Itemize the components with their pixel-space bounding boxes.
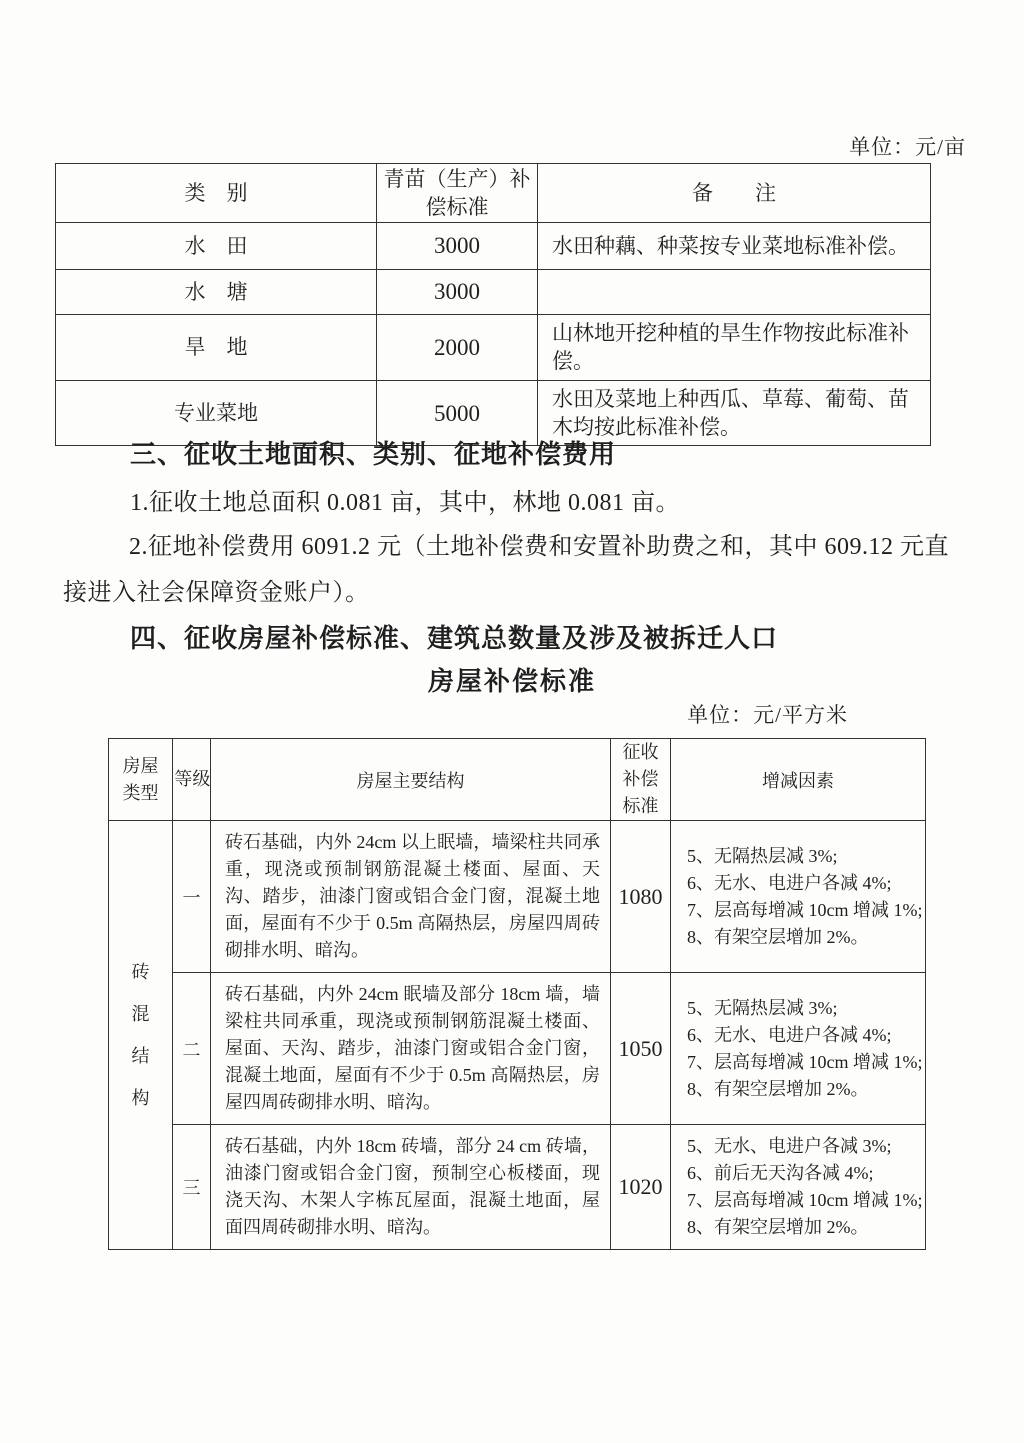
housing-table-header-row xyxy=(109,739,926,821)
crop-standard: 3000 xyxy=(377,223,538,270)
housing-grade: 一 xyxy=(173,821,211,973)
crop-note: 水田及菜地上种西瓜、草莓、葡萄、苗木均按此标准补偿。 xyxy=(538,380,931,446)
housing-type-cell: 砖混结构 xyxy=(109,821,173,1250)
crop-category: 旱 地 xyxy=(56,315,377,381)
housing-structure: 砖石基础，内外 18cm 砖墙，部分 24 cm 砖墙，油漆门窗或铝合金门窗，预制空心板楼面，现浇天沟、木架人字栋瓦屋面，混凝土地面，屋面四周砖砌排水明、暗沟。 xyxy=(211,1125,611,1250)
housing-standard: 1050 xyxy=(611,973,671,1125)
factor-line: 8、有架空层增加 2%。 xyxy=(687,1217,869,1237)
housing-grade: 二 xyxy=(173,973,211,1125)
housing-factors xyxy=(671,973,926,1125)
crop-category: 水 田 xyxy=(56,223,377,270)
section4-heading: 四、征收房屋补偿标准、建筑总数量及涉及被拆迁人口 xyxy=(130,624,779,653)
factor-line: 6、无水、电进户各减 4%; xyxy=(687,1024,892,1045)
crop-note: 山林地开挖种植的旱生作物按此标准补偿。 xyxy=(538,315,931,381)
housing-factors xyxy=(671,1125,926,1250)
factor-line: 7、层高每增减 10cm 增减 1%; xyxy=(687,1190,923,1210)
housing-header-type: 房屋类型 xyxy=(109,739,173,821)
housing-structure: 砖石基础，内外 24cm 以上眠墙，墙梁柱共同承重，现浇或预制钢筋混凝土楼面、屋面、天沟、踏步，油漆门窗或铝合金门窗，混凝土地面，屋面有不少于 0.5m 高隔热层，房屋四周砖砌排水明、暗沟。 xyxy=(211,821,611,973)
factor-line: 5、无水、电进户各减 3%; xyxy=(687,1136,892,1156)
housing-header-standard: 征收补偿标准 xyxy=(611,739,671,821)
factor-line: 5、无隔热层减 3%; xyxy=(687,997,838,1018)
table-row xyxy=(109,1125,926,1250)
housing-structure: 砖石基础，内外 24cm 眠墙及部分 18cm 墙，墙梁柱共同承重，现浇或预制钢筋混凝土楼面、屋面、天沟、踏步，油漆门窗或铝合金门窗，混凝土地面，屋面有不少于 0.5m 高隔热层，房屋四周砖砌排水明、暗沟。 xyxy=(211,973,611,1125)
crop-category: 水 塘 xyxy=(56,270,377,315)
table-row xyxy=(109,821,926,973)
housing-header-structure: 房屋主要结构 xyxy=(211,739,611,821)
housing-standard: 1080 xyxy=(611,821,671,973)
housing-compensation-table xyxy=(108,738,926,1250)
housing-factors xyxy=(671,821,926,973)
factor-line: 6、前后无天沟各减 4%; xyxy=(687,1163,874,1183)
housing-header-factors: 增减因素 xyxy=(671,739,926,821)
crop-category: 专业菜地 xyxy=(56,380,377,446)
factor-line: 8、有架空层增加 2%。 xyxy=(687,926,869,947)
crop-standard: 2000 xyxy=(377,315,538,381)
table-row xyxy=(109,973,926,1125)
factor-line: 5、无隔热层减 3%; xyxy=(687,845,838,866)
housing-standard: 1020 xyxy=(611,1125,671,1250)
housing-header-grade: 等级 xyxy=(173,739,211,821)
table-row xyxy=(56,315,931,381)
factor-line: 7、层高每增减 10cm 增减 1%; xyxy=(687,899,923,920)
housing-grade: 三 xyxy=(173,1125,211,1250)
crop-header-note: 备 注 xyxy=(538,164,931,223)
factor-line: 6、无水、电进户各减 4%; xyxy=(687,872,892,893)
unit-label-housing: 单位：元/平方米 xyxy=(687,703,848,727)
housing-table-title: 房屋补偿标准 xyxy=(427,667,596,696)
unit-label-crop: 单位：元/亩 xyxy=(849,135,966,159)
section3-item1: 1.征收土地总面积 0.081 亩，其中，林地 0.081 亩。 xyxy=(130,490,680,516)
factor-line: 8、有架空层增加 2%。 xyxy=(687,1078,869,1099)
table-row xyxy=(56,270,931,315)
crop-standard: 5000 xyxy=(377,380,538,446)
factor-line: 7、层高每增减 10cm 增减 1%; xyxy=(687,1051,923,1072)
crop-standard: 3000 xyxy=(377,270,538,315)
crop-header-category: 类 别 xyxy=(56,164,377,223)
crop-compensation-table xyxy=(55,163,931,446)
section3-heading: 三、征收土地面积、类别、征地补偿费用 xyxy=(130,440,617,469)
crop-note xyxy=(538,270,931,315)
crop-note: 水田种藕、种菜按专业菜地标准补偿。 xyxy=(538,223,931,270)
crop-header-standard: 青苗（生产）补偿标准 xyxy=(377,164,538,223)
crop-table-header-row xyxy=(56,164,931,223)
table-row xyxy=(56,223,931,270)
section3-item2: 2.征地补偿费用 6091.2 元（土地补偿费和安置补助费之和，其中 609.12 元直接进入社会保障资金账户）。 xyxy=(63,534,949,606)
